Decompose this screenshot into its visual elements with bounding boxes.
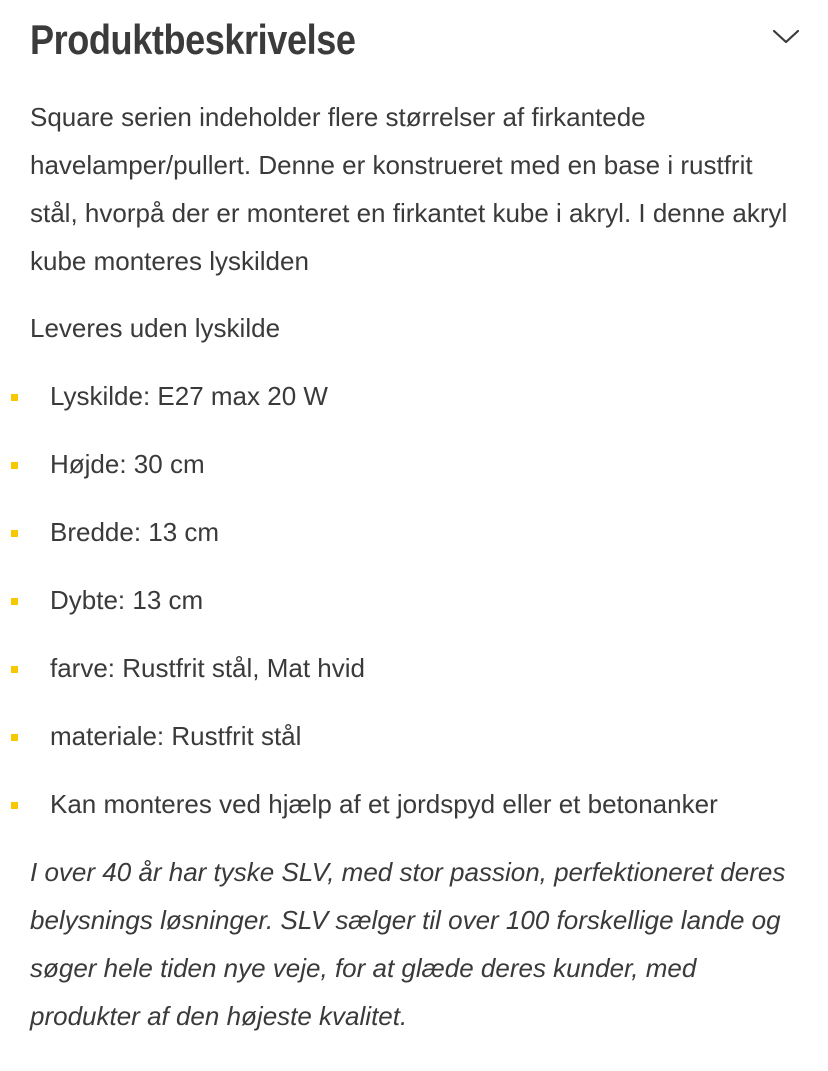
bullet-icon [11,530,18,537]
spec-text: Dybte: 13 cm [50,585,204,615]
chevron-down-icon[interactable] [770,24,802,48]
spec-text: farve: Rustfrit stål, Mat hvid [50,653,365,683]
spec-list [0,372,828,848]
spec-text: materiale: Rustfrit stål [50,721,302,751]
spec-item [0,644,828,712]
spec-text: Lyskilde: E27 max 20 W [50,381,328,411]
bullet-icon [11,734,18,741]
bullet-icon [11,394,18,401]
spec-text: Kan monteres ved hjælp af et jordspyd eller et betonanker [50,789,718,819]
delivery-note: Leveres uden lyskilde [30,313,281,343]
spec-item [0,508,828,576]
bullet-icon [11,598,18,605]
bullet-icon [11,666,18,673]
section-title: Produktbeskrivelse [30,16,356,63]
description-intro: Square serien indeholder flere størrelser af firkantede havelamper/pullert. Denne er konstrueret med en base i rustfrit stål, hvorpå der er monteret en firkantet kube i akryl. I denne akryl kube monteres lyskilden [30,102,788,276]
bullet-icon [11,462,18,469]
spec-item [0,576,828,644]
spec-item [0,440,828,508]
bullet-icon [11,802,18,809]
brand-description: I over 40 år har tyske SLV, med stor passion, perfektioneret deres belysnings løsninger. SLV sælger til over 100 forskellige lande og søger hele tiden nye veje, for at glæde deres kunder, med produkter af den højeste kvalitet. [30,857,786,1031]
section-header[interactable] [30,10,800,70]
spec-item [0,372,828,440]
spec-text: Højde: 30 cm [50,449,205,479]
spec-text: Bredde: 13 cm [50,517,220,547]
spec-item [0,712,828,780]
spec-item [0,780,828,848]
